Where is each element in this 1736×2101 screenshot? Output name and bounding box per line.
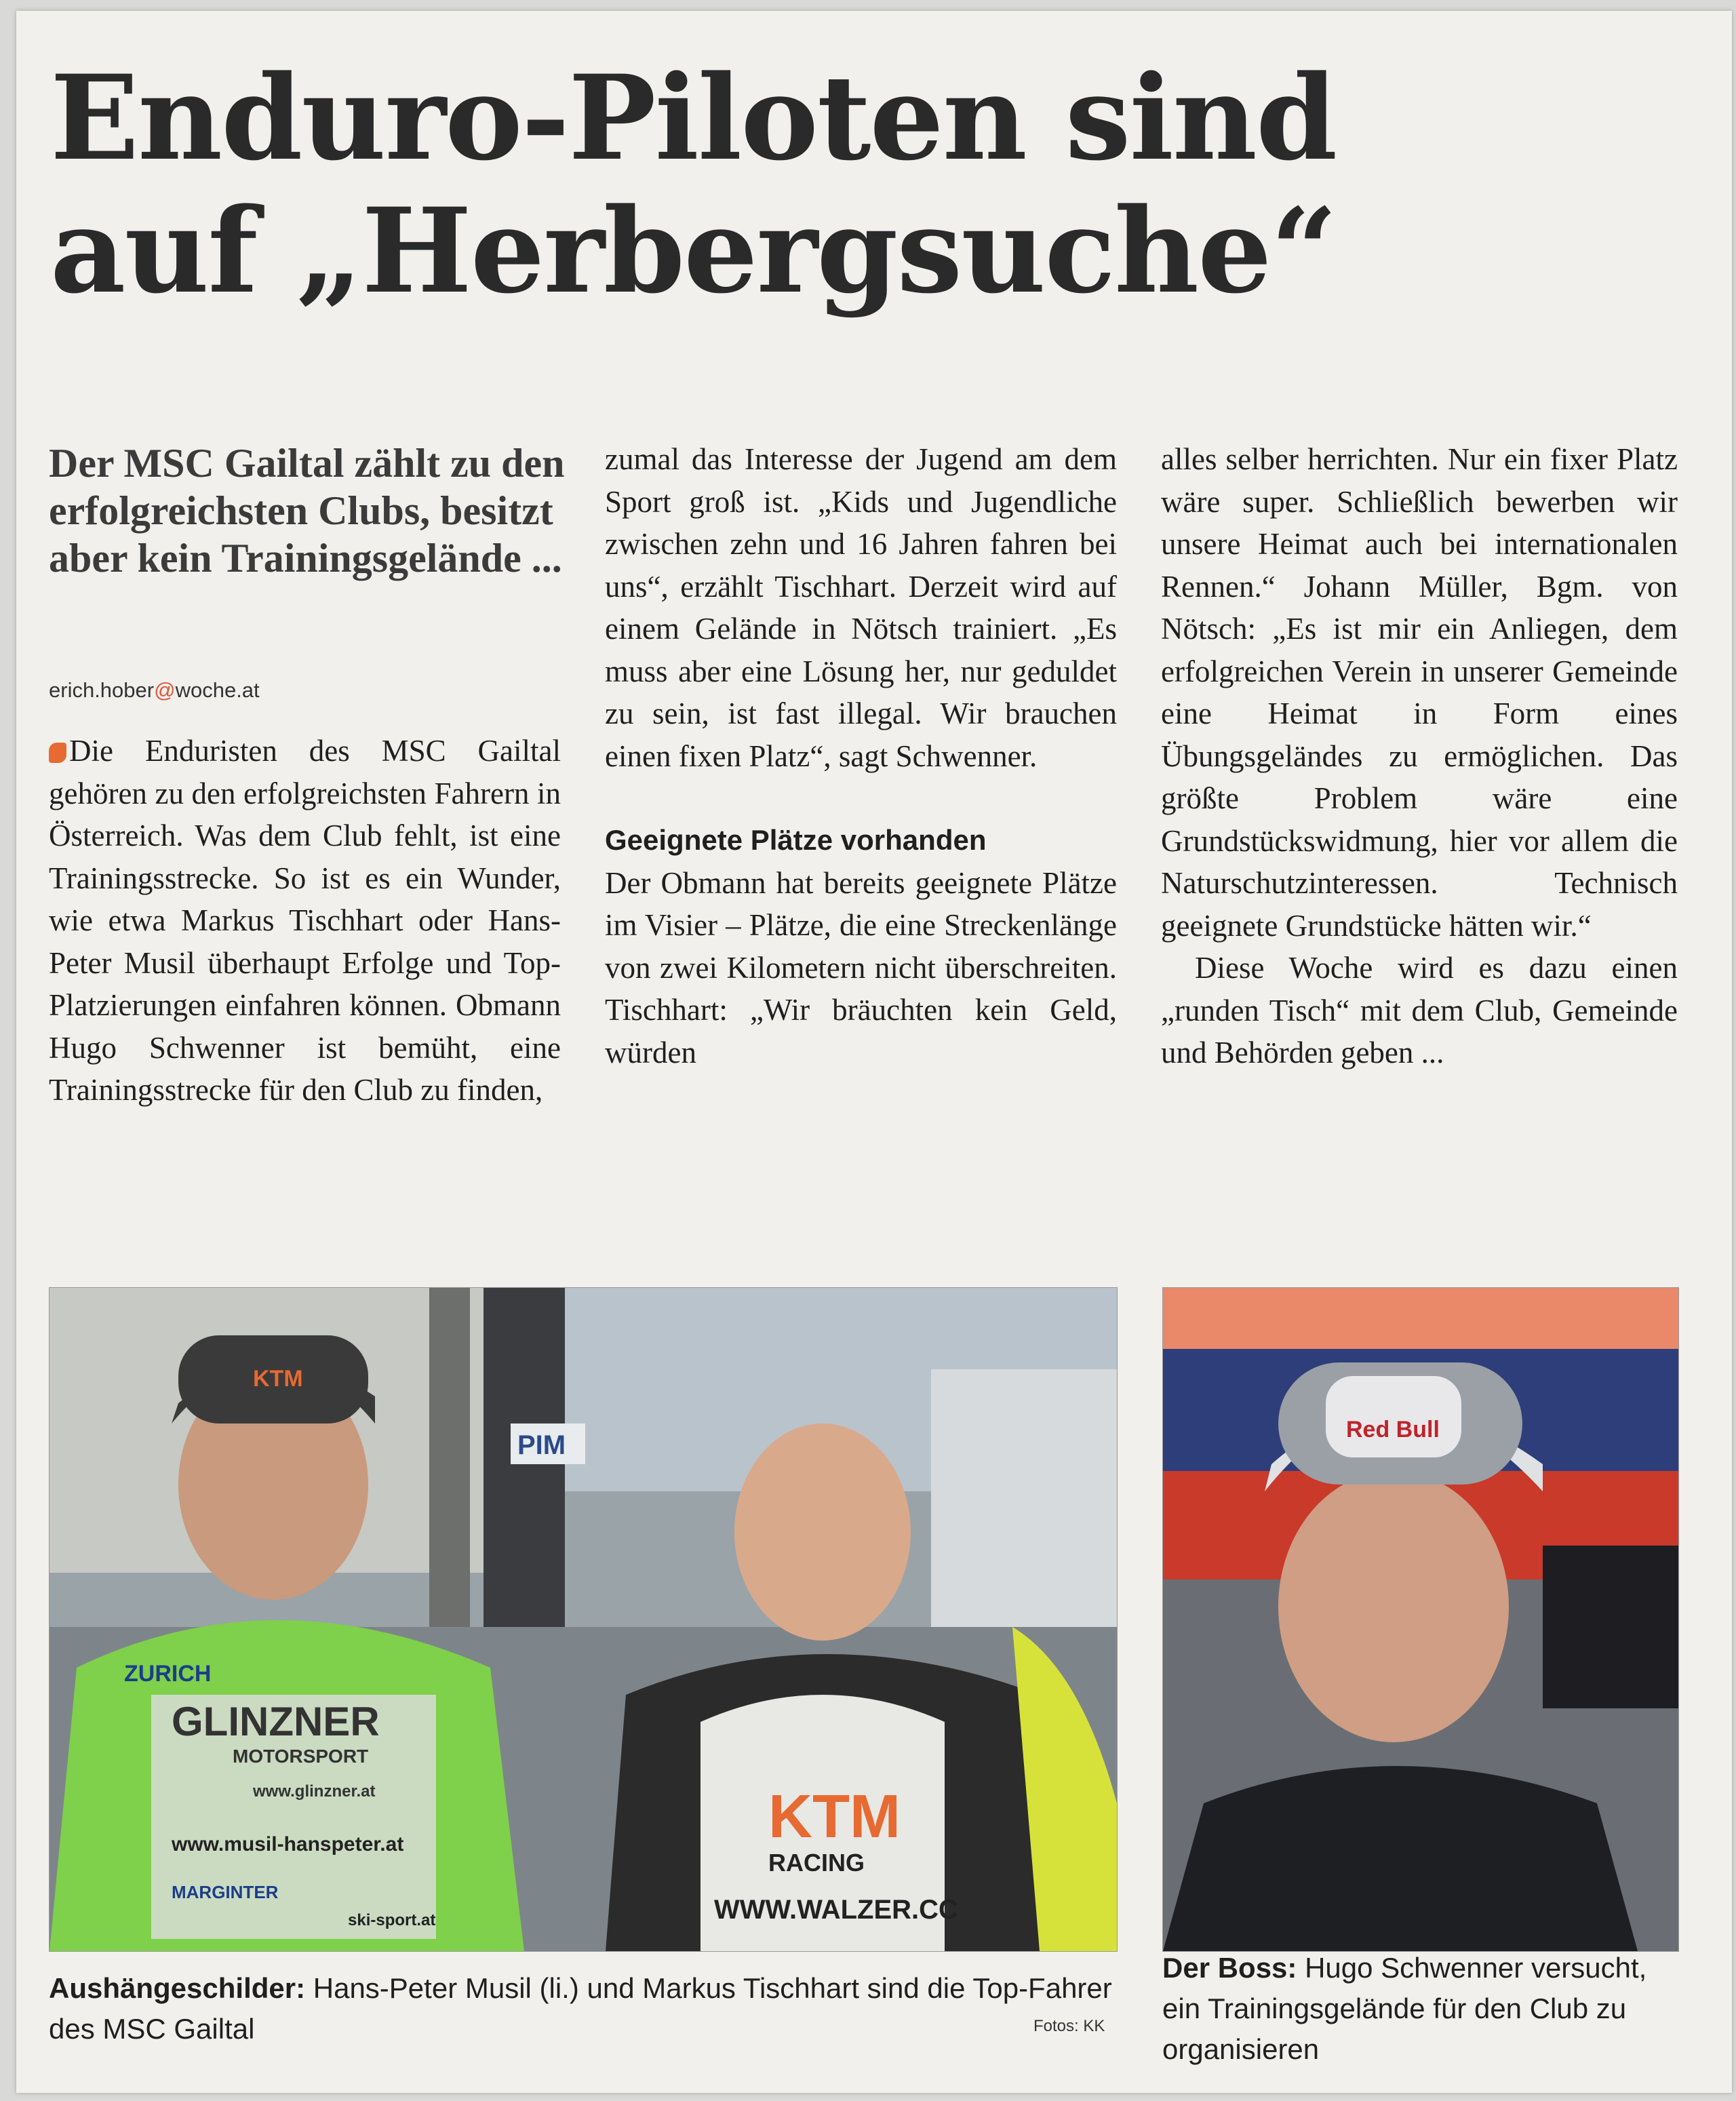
byline-at-symbol: @ <box>154 678 176 702</box>
author-byline <box>49 678 591 703</box>
boss-photo-illustration <box>1163 1288 1678 1951</box>
byline-domain: woche.at <box>175 678 260 702</box>
riders-photo-illustration <box>50 1288 1117 1951</box>
article-start-marker-icon <box>49 743 66 763</box>
byline-user: erich.hober <box>49 678 155 702</box>
boss-photo-caption <box>1162 1948 1684 2070</box>
headline-line-2: auf „Herbergsuche“ <box>50 182 1337 319</box>
column-3-text-b: Diese Woche wird es dazu einen „runden Tisch“ mit dem Club, Gemeinde und Behörden geben ... <box>1161 951 1678 1069</box>
caption-2-text: Hugo Schwenner versucht, ein Trainingsgelände für den Club zu organisieren <box>1162 1952 1647 2065</box>
photo-credit: Fotos: KK <box>1033 2017 1105 2035</box>
shirt-sponsor-3: MOTORSPORT <box>233 1746 369 1767</box>
headline <box>50 49 1610 319</box>
banner-text: PIM <box>517 1430 566 1460</box>
article-column-1 <box>49 730 561 1112</box>
right-shirt-logo: KTM <box>768 1783 901 1851</box>
shirt-sponsor-5: www.musil-hanspeter.at <box>172 1833 404 1855</box>
shirt-sponsor-2: GLINZNER <box>172 1699 380 1744</box>
article-column-2 <box>605 438 1117 1074</box>
right-shirt-text-1: RACING <box>768 1849 865 1877</box>
riders-photo <box>49 1287 1118 1952</box>
shirt-sponsor-7: ski-sport.at <box>348 1911 436 1929</box>
column-2-text-a: zumal das Interesse der Jugend am dem Sport groß ist. „Kids und Jugendliche zwischen zehn und 16 Jahren fahren bei uns“, erzählt Tischhart. Derzeit wird auf einem Gelände in Nötsch trainiert. „Es muss aber eine Lösung her, nur geduldet zu sein, ist fast illegal. Wir brauchen einen fixen Platz“, sagt Schwenner. <box>605 442 1117 773</box>
column-3-text-a: alles selber herrichten. Nur ein fixer Platz wäre super. Schließlich bewerben wir unsere Heimat auch bei internationalen Rennen.“ Johann Müller, Bgm. von Nötsch: „Es ist mir ein Anliegen, dem erfolgreichen Verein in unserer Gemeinde eine Heimat in Form eines Übungsgeländes zu ermöglichen. Das größte Problem wäre eine Grundstückswidmung, hier vor allem die Naturschutzinteressen. Technisch geeignete Grundstücke hätten wir.“ <box>1161 442 1678 943</box>
newspaper-page <box>16 11 1732 2093</box>
left-cap-logo: KTM <box>253 1366 303 1392</box>
subheading: Geeignete Plätze vorhanden <box>605 824 987 856</box>
riders-photo-caption <box>49 1968 1120 2049</box>
shirt-sponsor-1: ZURICH <box>124 1661 212 1687</box>
boss-cap-logo: Red Bull <box>1346 1417 1440 1442</box>
caption-1-label: Aushängeschilder: <box>49 1972 306 2004</box>
caption-1-text: Hans-Peter Musil (li.) und Markus Tischhart sind die Top-Fahrer des MSC Gailtal <box>49 1972 1112 2045</box>
article-column-3 <box>1161 438 1678 1074</box>
caption-2-label: Der Boss: <box>1162 1952 1297 1984</box>
article-dek: Der MSC Gailtal zählt zu den erfolgreichsten Clubs, besitzt aber kein Trainingsgelände ... <box>49 441 565 581</box>
right-shirt-text-2: WWW.WALZER.CC <box>714 1895 958 1925</box>
shirt-sponsor-4: www.glinzner.at <box>253 1782 376 1801</box>
headline-line-1: Enduro-Piloten sind <box>50 49 1337 186</box>
column-2-text-b: Der Obmann hat bereits geeignete Plätze im Visier – Plätze, die eine Streckenlänge von zwei Kilometern nicht überschreiten. Tischhart: „Wir bräuchten kein Geld, würden <box>605 865 1117 1069</box>
shirt-sponsor-6: MARGINTER <box>172 1882 279 1902</box>
column-1-text: Die Enduristen des MSC Gailtal gehören zu den erfolgreichsten Fahrern in Österreich. Was dem Club fehlt, ist eine Trainingsstrecke. So ist es ein Wunder, wie etwa Markus Tischhart oder Hans-Peter Musil überhaupt Erfolge und Top-Platzierungen einfahren können. Obmann Hugo Schwenner ist bemüht, eine Trainingsstrecke für den Club zu finden, <box>49 734 561 1107</box>
boss-photo <box>1162 1287 1679 1952</box>
